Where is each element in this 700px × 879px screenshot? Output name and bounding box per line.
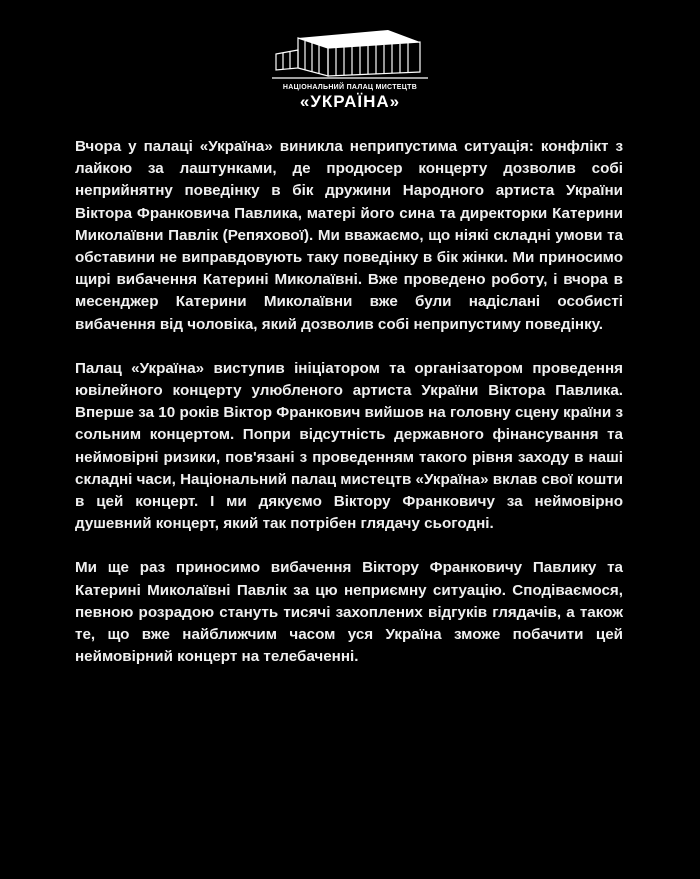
- statement-paragraph-1: Вчора у палаці «Україна» виникла неприпустима ситуація: конфлікт з лайкою за лаштунками, де продюсер концерту дозволив собі неприйнятну поведінку в бік дружини Народного артиста України Віктора Франковича Павлика, матері його сина та директорки Катерини Миколаївни Павлік (Репяхової). Ми вважаємо, що ніякі складні умови та обставини не виправдовують таку поведінку в бік жінки. Ми приносимо щирі вибачення Катерині Миколаївні. Вже проведено роботу, і вчора в месенджер Катерини Миколаївни вже були надіслані особисті вибачення від чоловіка, який дозволив собі неприпустиму поведінку.: [75, 138, 623, 333]
- statement-paragraph-2: Палац «Україна» виступив ініціатором та організатором проведення ювілейного концерту улюбленого артиста України Віктора Павлика. Вперше за 10 років Віктор Франкович вийшов на головну сцену країни з сольним концертом. Попри відсутність державного фінансування та неймовірні ризики, пов'язані з проведенням такого рівня заходу в наші складні часи, Національний палац мистецтв «Україна» вклав свої кошти в цей концерт. І ми дякуємо Віктору Франковичу за неймовірно душевний концерт, який так потрібен глядачу сьогодні.: [75, 359, 623, 533]
- logo-name: «УКРАЇНА»: [299, 92, 401, 111]
- palace-logo: [250, 24, 450, 120]
- palace-building-icon: [270, 24, 430, 82]
- logo-subtitle: НАЦІОНАЛЬНИЙ ПАЛАЦ МИСТЕЦТВ: [282, 84, 418, 91]
- statement-paragraph-3: Ми ще раз приносимо вибачення Віктору Франковичу Павлику та Катерині Миколаївні Павлік за цю неприємну ситуацію. Сподіваємося, певною розрадою стануть тисячі захоплених відгуків глядачів, а також те, що вже найближчим часом уся Україна зможе побачити цей неймовірний концерт на телебаченні.: [75, 559, 623, 666]
- statement-text: [75, 136, 623, 690]
